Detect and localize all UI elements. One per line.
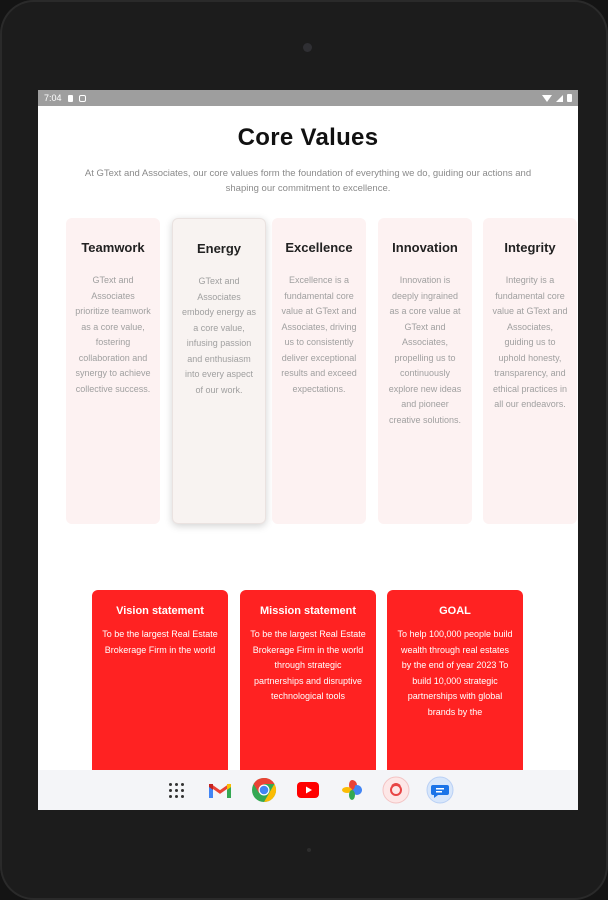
messages-icon[interactable] [425,775,455,805]
value-card-text: Integrity is a fundamental core value at GText and Associates, guiding us to uphold honesty, transparency, and ethical practices in all our endeavors. [492,275,568,409]
statement-text: To be the largest Real Estate Brokerage Firm in the world [102,629,218,655]
front-camera [303,43,312,52]
app-dock [38,770,578,810]
value-card-text: Innovation is deeply ingrained as a core value at GText and Associates, propelling us to continuously explore new ideas and pioneer creative solutions. [388,275,462,425]
youtube-icon[interactable] [293,775,323,805]
photos-icon[interactable] [337,775,367,805]
status-time: 7:04 [44,93,62,103]
value-card-text: GText and Associates prioritize teamwork as a core value, fostering collaboration and synergy to achieve collective success. [75,275,151,394]
value-card-title: Excellence [285,240,353,255]
chrome-icon[interactable] [249,775,279,805]
value-card-teamwork[interactable] [66,218,160,524]
statement-text: To be the largest Real Estate Brokerage Firm in the world through strategic partnerships and disruptive technological tools [250,629,366,701]
sd-card-icon [68,95,73,102]
value-card-energy[interactable] [172,218,266,524]
value-card-text: GText and Associates embody energy as a core value, infusing passion and enthusiasm into every aspect of our work. [181,276,257,395]
gmail-icon[interactable] [205,775,235,805]
statement-title: Mission statement [260,605,356,617]
battery-icon [567,94,572,102]
apps-grid-icon[interactable] [161,775,191,805]
value-card-integrity[interactable] [483,218,577,524]
mission-statement-card [240,590,376,770]
screen [38,90,578,810]
goal-card [387,590,523,770]
status-bar [38,90,578,106]
notification-icon [79,95,86,102]
signal-icon [556,95,563,102]
page-title: Core Values [237,124,379,151]
core-values-carousel[interactable] [66,218,578,526]
value-card-title: Integrity [504,240,556,255]
value-card-innovation[interactable] [378,218,472,524]
value-card-title: Innovation [392,240,458,255]
value-card-title: Teamwork [81,240,145,255]
vision-statement-card [92,590,228,770]
value-card-excellence[interactable] [272,218,366,524]
value-card-text: Excellence is a fundamental core value at GText and Associates, driving us to consistently deliver exceptional results and exceed expectations. [281,275,357,394]
value-card-title: Energy [196,241,242,256]
wifi-icon [542,95,552,102]
threads-icon[interactable] [381,775,411,805]
intro-text: At GText and Associates, our core values form the foundation of everything we do, guiding our actions and shaping our commitment to excellence. [84,168,532,194]
bottom-sensor [307,848,311,852]
statement-title: Vision statement [116,605,204,617]
statement-text: To help 100,000 people build wealth through real estates by the end of year 2023 To build 10,000 strategic partnerships with global brands by the [397,629,513,717]
statement-title: GOAL [439,605,471,617]
